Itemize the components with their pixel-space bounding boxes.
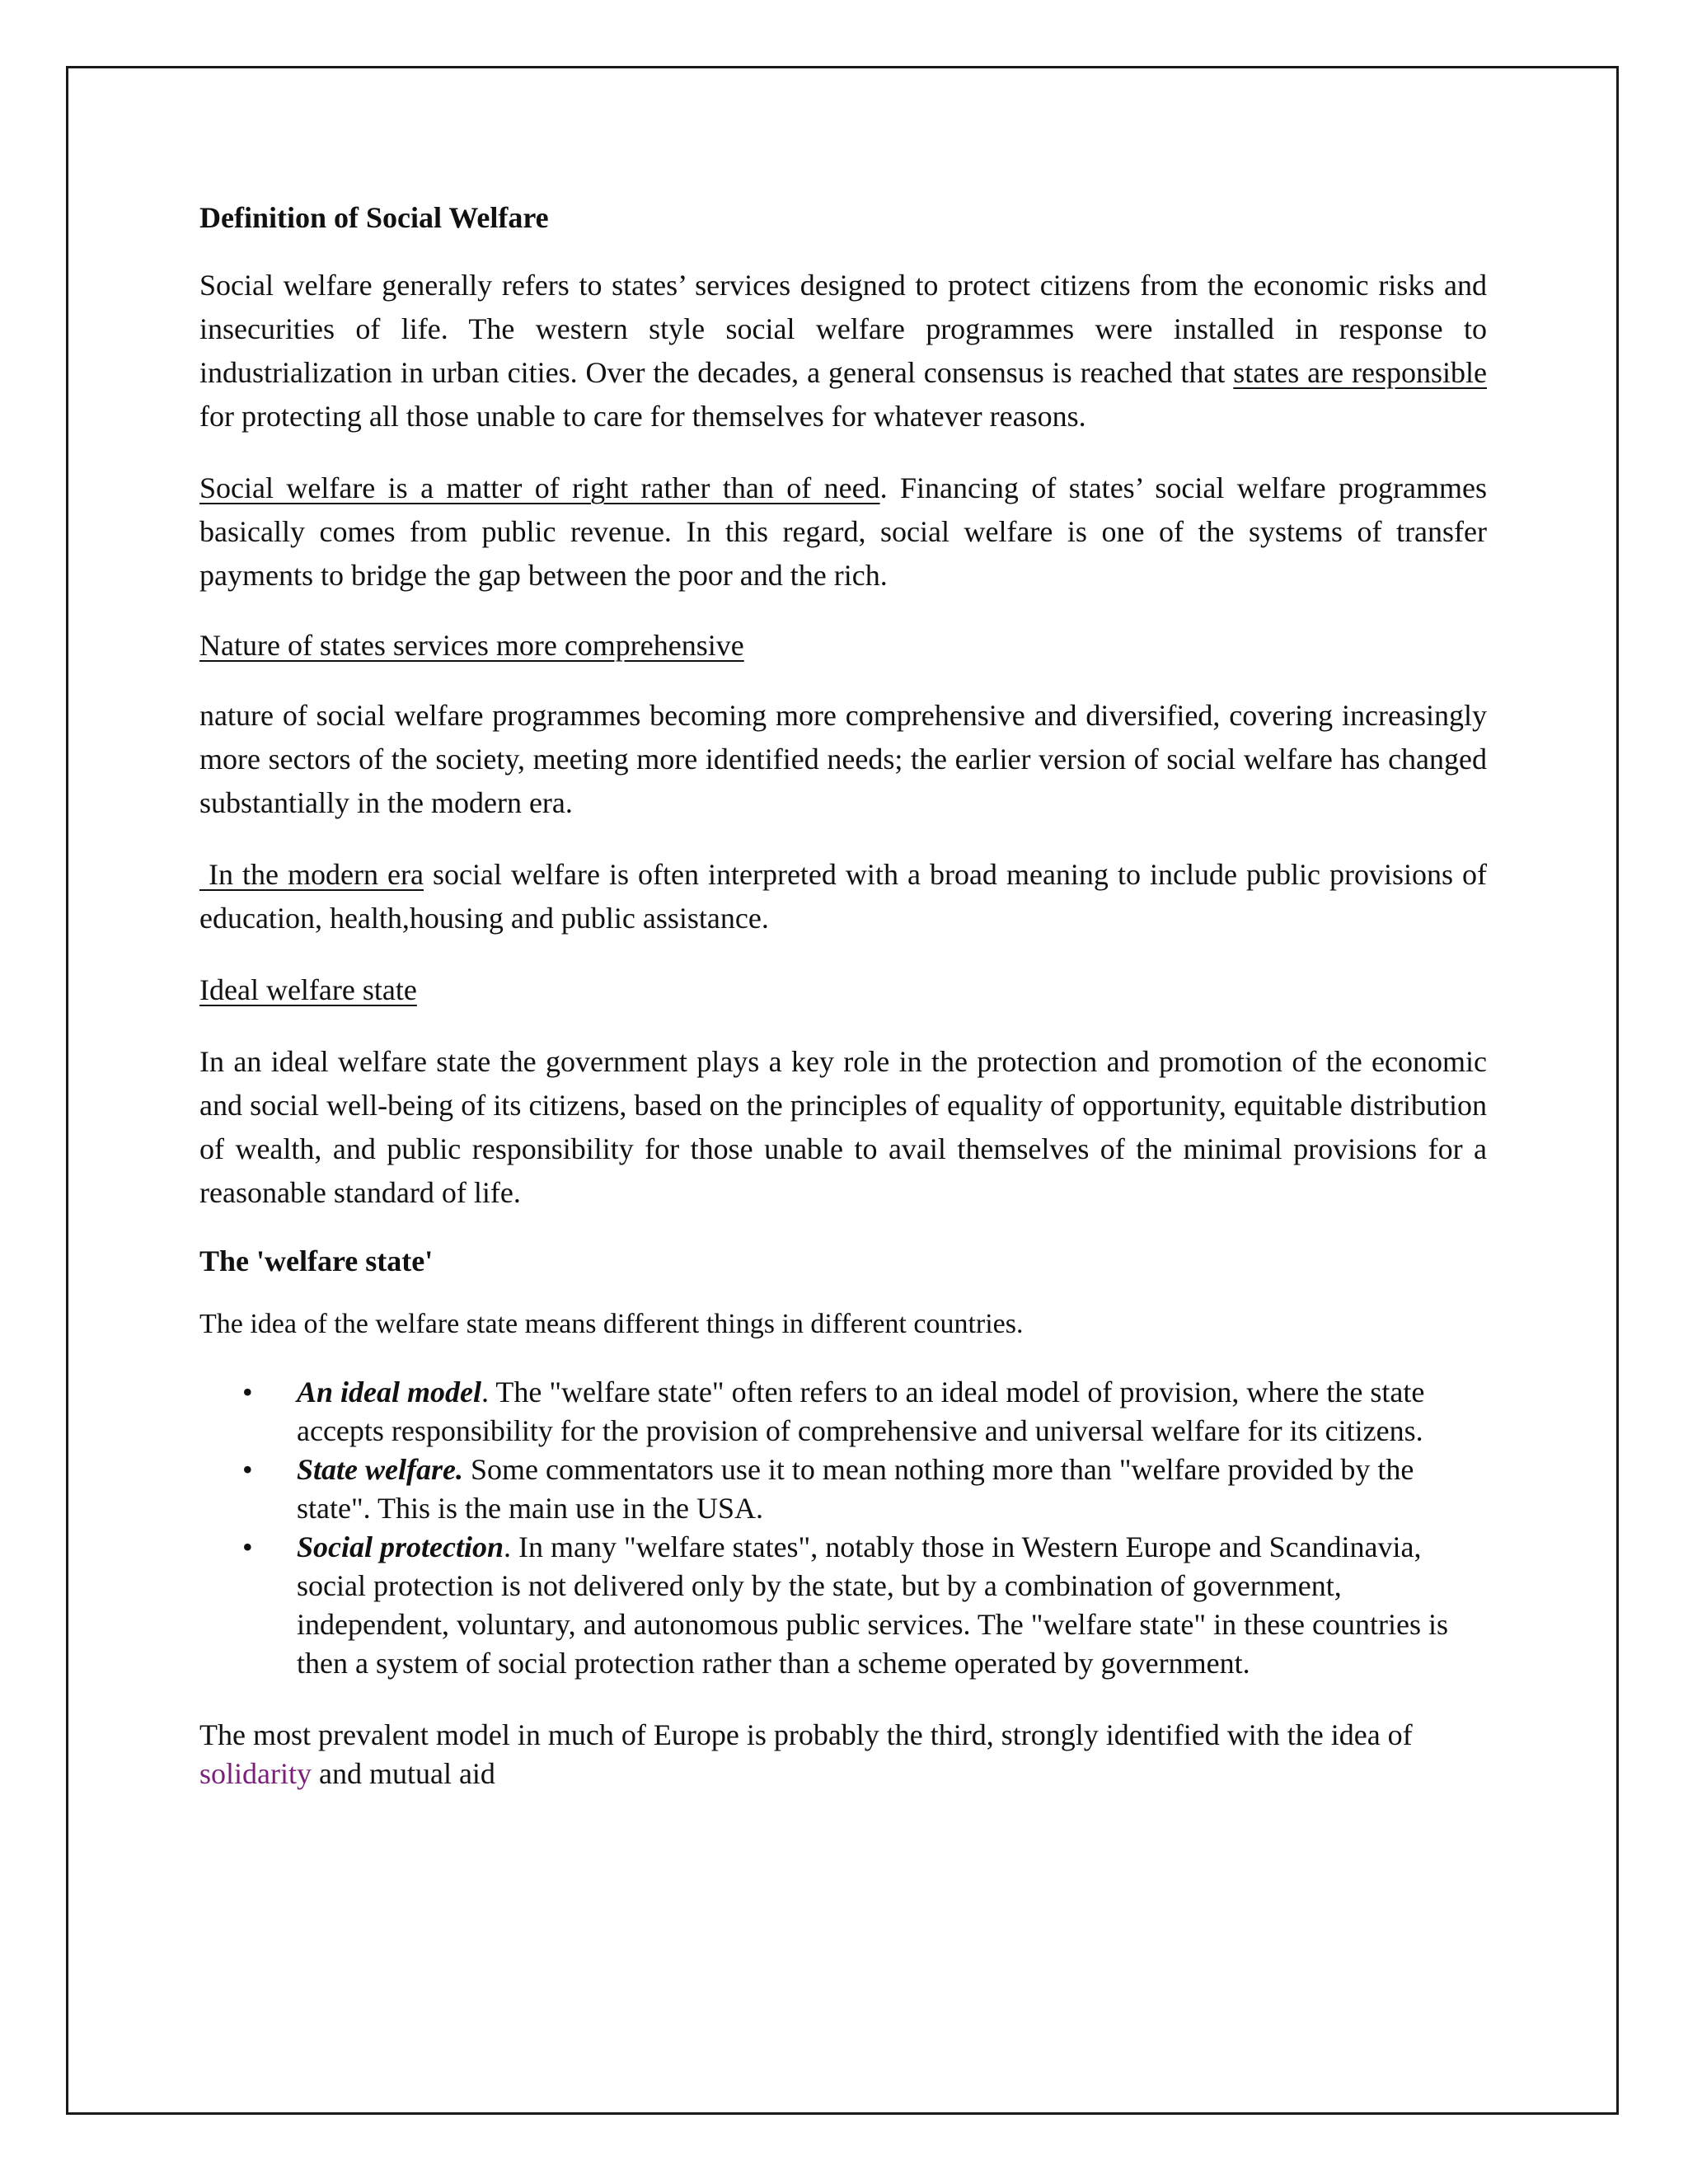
p4-end-text: social welfare is often interpreted with a broad meaning to include public provisions of education, health,housing and public assistance. [199, 858, 1487, 935]
bullet-term: Social protection [297, 1530, 504, 1563]
paragraph-right-not-need [199, 466, 1487, 598]
paragraph-definition [199, 264, 1487, 438]
p1-text: Social welfare generally refers to states’ services designed to protect citizens from the economic risks and insecurities of life. The western style social welfare programmes were installed in response to industrialization in urban cities. Over the decades, a general consensus is reached that [199, 269, 1487, 389]
bullet-icon: • [242, 1376, 253, 1408]
bullet-icon: • [242, 1453, 253, 1486]
list-item [199, 1528, 1487, 1683]
paragraph-final [199, 1716, 1487, 1793]
paragraph-ideal-state: In an ideal welfare state the government plays a key role in the protection and promotion of the economic and social well-being of its citizens, based on the principles of equality of opportunity, equitable distribution of wealth, and public responsibility for those unable to avail themselves of the minimal provisions for a reasonable standard of life. [199, 1045, 1487, 1209]
final-text: The most prevalent model in much of Europe is probably the third, strongly identified with the idea of [199, 1718, 1413, 1751]
final-end-text: and mutual aid [311, 1757, 495, 1790]
p2-underlined-text: Social welfare is a matter of right rather than of need [199, 471, 880, 504]
welfare-state-intro: The idea of the welfare state means different things in different countries. [199, 1309, 1024, 1339]
paragraph-modern-era [199, 853, 1487, 940]
bullet-text: . The "welfare state" often refers to an ideal model of provision, where the state accepts responsibility for the provision of comprehensive and universal welfare for its citizens. [297, 1376, 1425, 1447]
list-item [199, 1373, 1487, 1451]
bullet-text: . In many "welfare states", notably those in Western Europe and Scandinavia, social protection is not delivered only by the state, but by a combination of government, independent, voluntary, and autonomous public services. The "welfare state" in these countries is then a system of social protection rather than a scheme operated by government. [297, 1530, 1449, 1680]
p1-underlined-text: states are responsible [1233, 356, 1487, 389]
bullet-term: State welfare. [297, 1453, 463, 1486]
solidarity-link[interactable]: solidarity [199, 1757, 312, 1790]
list-item [199, 1451, 1487, 1528]
paragraph-nature: nature of social welfare programmes becoming more comprehensive and diversified, covering increasingly more sectors of the society, meeting more identified needs; the earlier version of social welfare has changed substantially in the modern era. [199, 699, 1487, 819]
bullet-icon: • [242, 1530, 253, 1563]
bullet-term: An ideal model [297, 1376, 481, 1408]
p4-underlined-text: In the modern era [199, 858, 424, 891]
definition-heading: Definition of Social Welfare [199, 201, 549, 234]
welfare-state-heading: The 'welfare state' [199, 1244, 434, 1277]
document-content [199, 196, 1487, 1793]
welfare-state-list [199, 1373, 1487, 1683]
nature-heading: Nature of states services more comprehensive [199, 629, 744, 662]
p1-end-text: for protecting all those unable to care for themselves for whatever reasons. [199, 400, 1086, 433]
p2-end-text: . Financing of states’ social welfare programmes basically comes from public revenue. In this regard, social welfare is one of the systems of transfer payments to bridge the gap between the poor and the rich. [199, 471, 1487, 592]
ideal-welfare-heading: Ideal welfare state [199, 973, 417, 1006]
bullet-text: Some commentators use it to mean nothing more than "welfare provided by the state". This is the main use in the USA. [297, 1453, 1414, 1525]
